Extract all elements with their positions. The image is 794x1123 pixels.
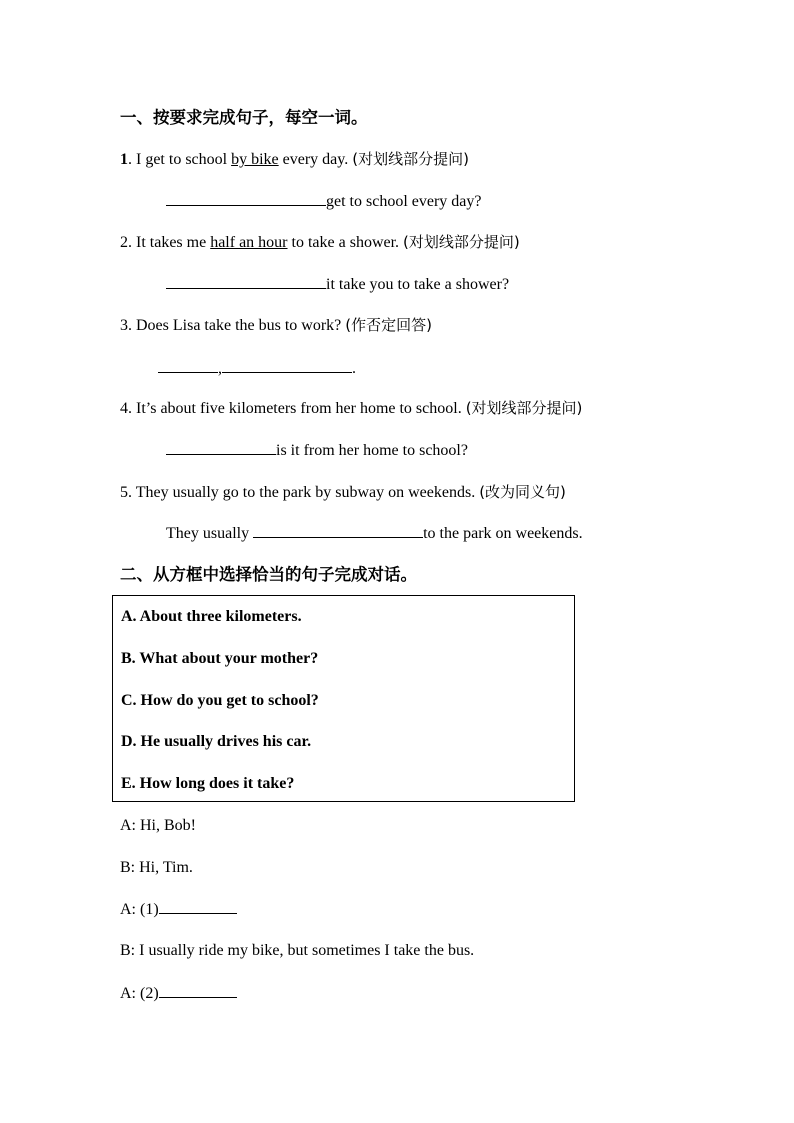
answer-3-comma: ,: [218, 360, 222, 377]
question-1-underlined: by bike: [231, 151, 279, 168]
answer-5-pre: They usually: [166, 525, 254, 542]
answer-3-period: .: [352, 360, 356, 377]
question-2-underlined: half an hour: [210, 234, 288, 251]
options-box: [112, 595, 575, 802]
question-5: [120, 482, 566, 503]
dialogue-line-5-text: A: (2): [120, 985, 159, 1002]
question-4-text: 4. It’s about five kilometers from her home to school.: [120, 400, 466, 417]
answer-1-blank-2[interactable]: [216, 191, 326, 206]
dialogue-line-1: A: Hi, Bob!: [120, 817, 196, 834]
question-1-number: 1: [120, 151, 128, 168]
answer-5-blank-2[interactable]: [337, 523, 423, 538]
option-a: A. About three kilometers.: [121, 608, 302, 625]
answer-2-blank-2[interactable]: [216, 274, 326, 289]
answer-4-text: is it from her home to school?: [276, 442, 468, 459]
question-2-post: to take a shower.: [287, 234, 404, 251]
dialogue-line-2: B: Hi, Tim.: [120, 859, 193, 876]
question-1-note: (对划线部分提问): [352, 150, 469, 168]
question-3-text: 3. Does Lisa take the bus to work?: [120, 317, 346, 334]
question-1: [120, 149, 469, 170]
dialogue-blank-2[interactable]: [159, 983, 237, 998]
answer-2-text: it take you to take a shower?: [326, 276, 510, 293]
question-2-pre: 2. It takes me: [120, 234, 211, 251]
question-1-pre: . I get to school: [128, 151, 232, 168]
question-3: [120, 315, 432, 336]
question-2: [120, 232, 520, 253]
answer-3-blank-1[interactable]: [158, 358, 218, 373]
answer-5-post: to the park on weekends.: [423, 525, 583, 542]
answer-1-text: get to school every day?: [326, 193, 482, 210]
dialogue-line-3: [120, 899, 237, 920]
question-5-note: (改为同义句): [479, 483, 566, 501]
option-d: D. He usually drives his car.: [121, 733, 312, 750]
dialogue-line-5: [120, 983, 237, 1004]
dialogue-line-4: B: I usually ride my bike, but sometimes I take the bus.: [120, 942, 475, 959]
question-3-note: (作否定回答): [345, 316, 432, 334]
answer-2: [166, 274, 509, 295]
answer-3: [158, 358, 356, 379]
answer-2-blank-1[interactable]: [166, 274, 216, 289]
question-1-post: every day.: [278, 151, 353, 168]
dialogue-line-3-text: A: (1): [120, 901, 159, 918]
answer-1: [166, 191, 482, 212]
answer-4-blank-1[interactable]: [166, 440, 226, 455]
option-e: E. How long does it take?: [121, 775, 295, 792]
answer-4: [166, 440, 468, 461]
question-4-note: (对划线部分提问): [465, 399, 583, 417]
answer-4-blank-2[interactable]: [226, 440, 276, 455]
option-b: B. What about your mother?: [121, 650, 319, 667]
question-4: [120, 398, 582, 419]
question-2-note: (对划线部分提问): [403, 233, 520, 251]
section2-title: 二、从方框中选择恰当的句子完成对话。: [120, 565, 417, 584]
option-c: C. How do you get to school?: [121, 692, 319, 709]
dialogue-blank-1[interactable]: [159, 899, 237, 914]
section1-title: 一、按要求完成句子，每空一词。: [120, 108, 368, 127]
answer-1-blank-1[interactable]: [166, 191, 216, 206]
answer-3-blank-2[interactable]: [222, 358, 352, 373]
answer-5: [166, 523, 583, 544]
answer-5-blank-1[interactable]: [253, 523, 337, 538]
question-5-text: 5. They usually go to the park by subway on weekends.: [120, 484, 480, 501]
